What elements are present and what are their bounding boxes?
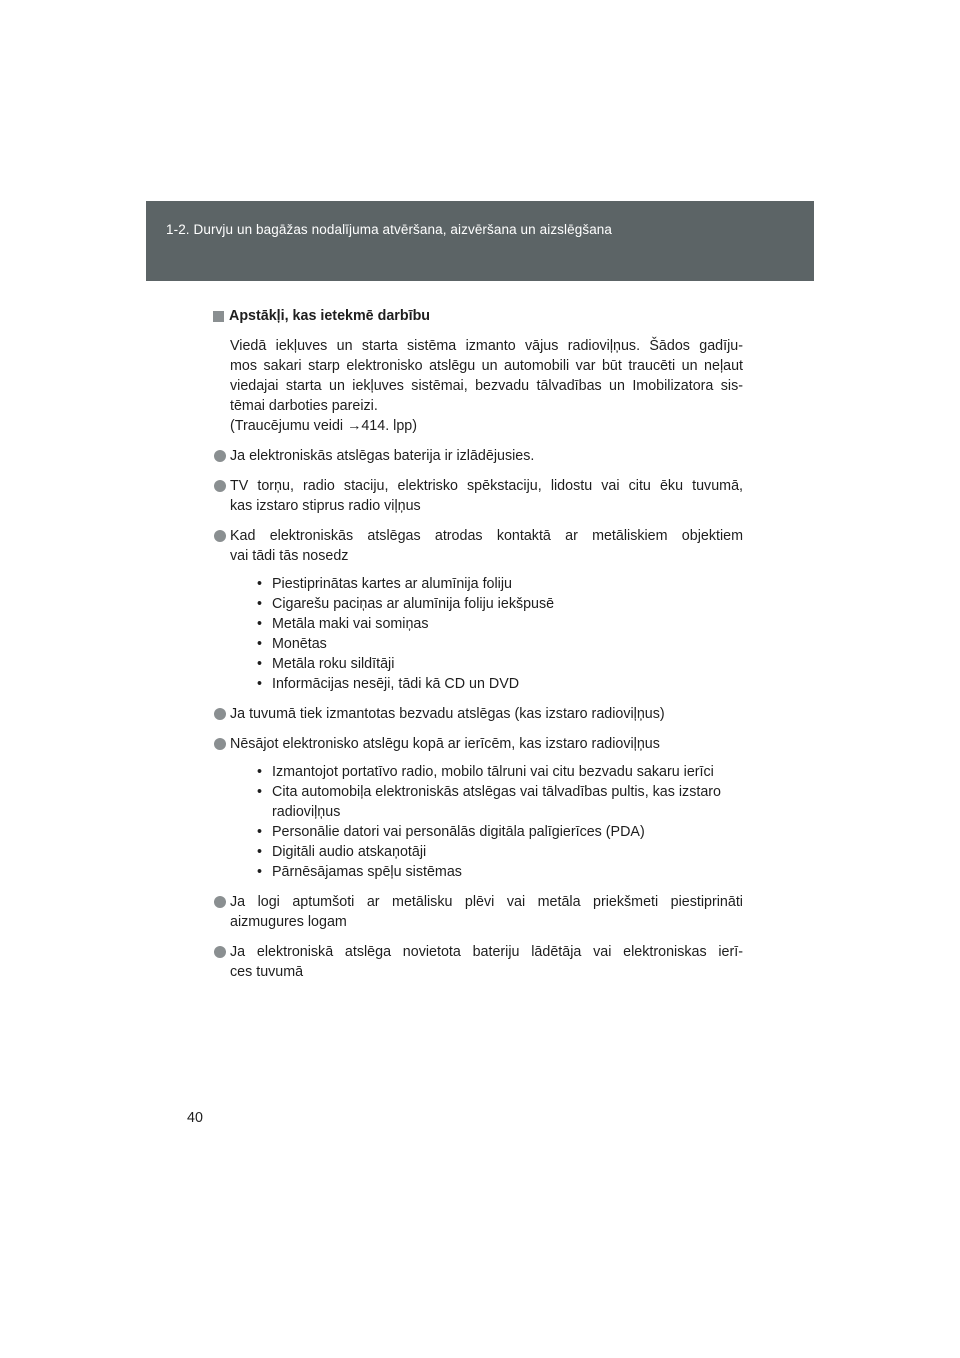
dot-bullet-icon: • <box>257 576 263 592</box>
condition-list <box>213 446 743 982</box>
square-bullet-icon <box>213 311 224 322</box>
example-text: Metāla maki vai somiņas <box>272 616 429 632</box>
example-list <box>247 762 743 882</box>
dot-bullet-icon: • <box>257 764 263 780</box>
chapter-header-title: 1-2. Durvju un bagāžas nodalījuma atvēršana, aizvēršana un aizslēgšana <box>166 222 613 237</box>
condition-text: Nēsājot elektronisko atslēgu kopā ar ierīcēm, kas izstaro radioviļņus <box>230 736 660 752</box>
circle-bullet-icon <box>214 708 226 720</box>
condition-item <box>213 942 743 982</box>
example-item <box>247 614 743 634</box>
condition-text: vai tādi tās nosedz <box>230 548 349 564</box>
condition-text: kas izstaro stiprus radio viļņus <box>230 498 421 514</box>
example-item <box>247 762 743 782</box>
section-heading <box>213 306 743 326</box>
dot-bullet-icon: • <box>257 824 263 840</box>
circle-bullet-icon <box>214 738 226 750</box>
dot-bullet-icon: • <box>257 676 263 692</box>
condition-item <box>213 476 743 516</box>
example-text: Personālie datori vai personālās digitāla palīgierīces (PDA) <box>272 824 645 840</box>
condition-item <box>213 734 743 882</box>
example-item <box>247 634 743 654</box>
example-text: Digitāli audio atskaņotāji <box>272 844 427 860</box>
condition-text: ces tuvumā <box>230 964 304 980</box>
example-text: Pārnēsājamas spēļu sistēmas <box>272 864 462 880</box>
condition-text: Ja tuvumā tiek izmantotas bezvadu atslēgas (kas izstaro radioviļņus) <box>230 706 665 722</box>
example-text: Piestiprinātas kartes ar alumīnija foliju <box>272 576 512 592</box>
example-item <box>247 822 743 842</box>
condition-item <box>213 526 743 694</box>
condition-item <box>213 704 743 724</box>
intro-line: tēmai darboties pareizi. <box>230 398 378 414</box>
example-text: Monētas <box>272 636 327 652</box>
example-item <box>247 674 743 694</box>
example-text: Cigarešu paciņas ar alumīnija foliju iekšpusē <box>272 596 555 612</box>
condition-text: aizmugures logam <box>230 914 347 930</box>
section-heading-text: Apstākļi, kas ietekmē darbību <box>229 308 431 324</box>
condition-text: Ja elektroniskās atslēgas baterija ir izlādējusies. <box>230 448 535 464</box>
circle-bullet-icon <box>214 896 226 908</box>
circle-bullet-icon <box>214 480 226 492</box>
intro-line: viedajai starta un iekļuves sistēmai, bezvadu tālvadības un Imobilizatora sis- <box>230 378 743 394</box>
condition-text: TV torņu, radio staciju, elektrisko spēkstaciju, lidostu vai citu ēku tuvumā, <box>230 478 743 494</box>
example-item <box>247 862 743 882</box>
condition-text: Kad elektroniskās atslēgas atrodas kontaktā ar metāliskiem objektiem <box>230 528 743 544</box>
dot-bullet-icon: • <box>257 784 263 800</box>
intro-line: mos sakari starp elektronisko atslēgu un automobili var būt traucēti un neļaut <box>230 358 743 374</box>
example-item <box>247 574 743 594</box>
page-number: 40 <box>187 1110 203 1126</box>
example-text: radioviļņus <box>272 804 341 820</box>
example-text: Izmantojot portatīvo radio, mobilo tālruni vai citu bezvadu sakaru ierīci <box>272 764 714 780</box>
intro-line: Viedā iekļuves un starta sistēma izmanto vājus radioviļņus. Šādos gadīju- <box>230 338 743 354</box>
intro-line: (Traucējumu veidi →414. lpp) <box>230 418 417 434</box>
example-item <box>247 654 743 674</box>
dot-bullet-icon: • <box>257 656 263 672</box>
dot-bullet-icon: • <box>257 864 263 880</box>
example-item <box>247 842 743 862</box>
condition-item <box>213 446 743 466</box>
example-item <box>247 594 743 614</box>
example-text: Informācijas nesēji, tādi kā CD un DVD <box>272 676 520 692</box>
circle-bullet-icon <box>214 450 226 462</box>
example-text: Cita automobiļa elektroniskās atslēgas vai tālvadības pultis, kas izstaro <box>272 784 721 800</box>
intro-paragraph <box>230 336 743 436</box>
page-content <box>213 306 743 982</box>
condition-text: Ja elektroniskā atslēga novietota bateriju lādētāja vai elektroniskas ierī- <box>230 944 743 960</box>
dot-bullet-icon: • <box>257 596 263 612</box>
dot-bullet-icon: • <box>257 616 263 632</box>
dot-bullet-icon: • <box>257 636 263 652</box>
chapter-header-bar <box>146 201 814 281</box>
condition-item <box>213 892 743 932</box>
circle-bullet-icon <box>214 530 226 542</box>
example-text: Metāla roku sildītāji <box>272 656 395 672</box>
dot-bullet-icon: • <box>257 844 263 860</box>
example-list <box>247 574 743 694</box>
condition-text: Ja logi aptumšoti ar metālisku plēvi vai metāla priekšmeti piestiprināti <box>230 894 743 910</box>
circle-bullet-icon <box>214 946 226 958</box>
example-item <box>247 782 743 822</box>
